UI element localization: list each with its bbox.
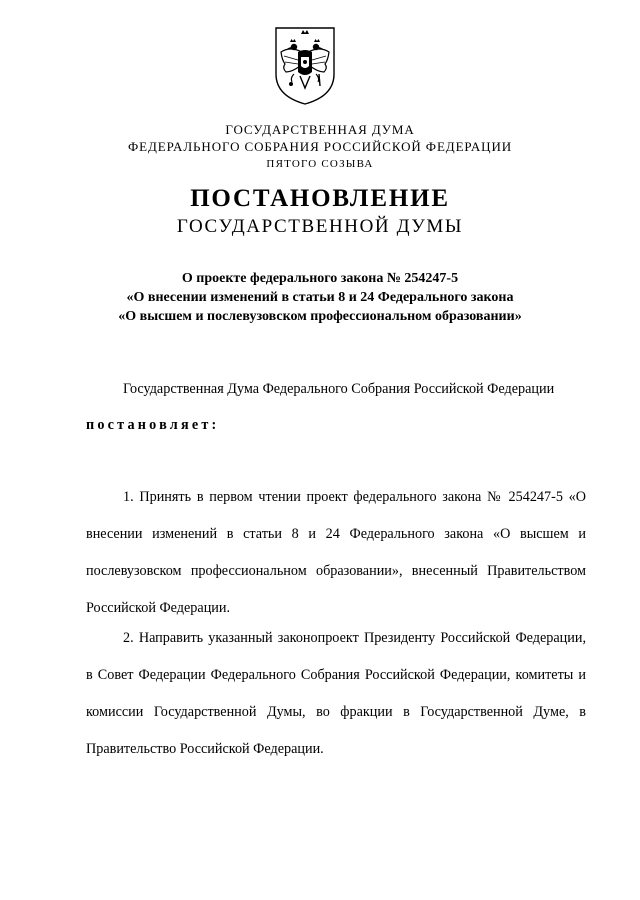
resolution-item-1: 1. Принять в первом чтении проект федерального закона № 254247-5 «О внесении изменений в статьи 8 и 24 Федерального закона «О высшем и послевузовском профессиональном образовании», внесенный Правительством Российской Федерации. — [86, 489, 586, 616]
document-subject — [0, 269, 640, 326]
resolves-phrase: постановляет: — [86, 417, 220, 433]
intro-paragraph: Государственная Дума Федерального Собрания Российской Федерации — [123, 381, 555, 397]
document-issuer: ГОСУДАРСТВЕННОЙ ДУМЫ — [176, 216, 464, 237]
document-type-title: ПОСТАНОВЛЕНИЕ — [190, 185, 450, 212]
double-headed-eagle-icon — [270, 22, 340, 108]
header-convocation: ПЯТОГО СОЗЫВА — [266, 158, 374, 170]
subject-line: «О внесении изменений в статьи 8 и 24 Федерального закона — [126, 290, 514, 305]
coat-of-arms-emblem — [270, 22, 340, 108]
header-duma-name: ГОСУДАРСТВЕННАЯ ДУМА — [225, 122, 415, 137]
header-federal-assembly: ФЕДЕРАЛЬНОГО СОБРАНИЯ РОССИЙСКОЙ ФЕДЕРАЦИИ — [127, 139, 513, 154]
resolution-item-2: 2. Направить указанный законопроект Президенту Российской Федерации, в Совет Федерации Федерального Собрания Российской Федерации, комитеты и комиссии Государственной Думы, во фракции в Государственной Думе, в Правительство Российской Федерации. — [86, 630, 586, 757]
subject-line: «О высшем и послевузовском профессиональном образовании» — [118, 309, 522, 324]
subject-line: О проекте федерального закона № 254247-5 — [181, 271, 459, 286]
